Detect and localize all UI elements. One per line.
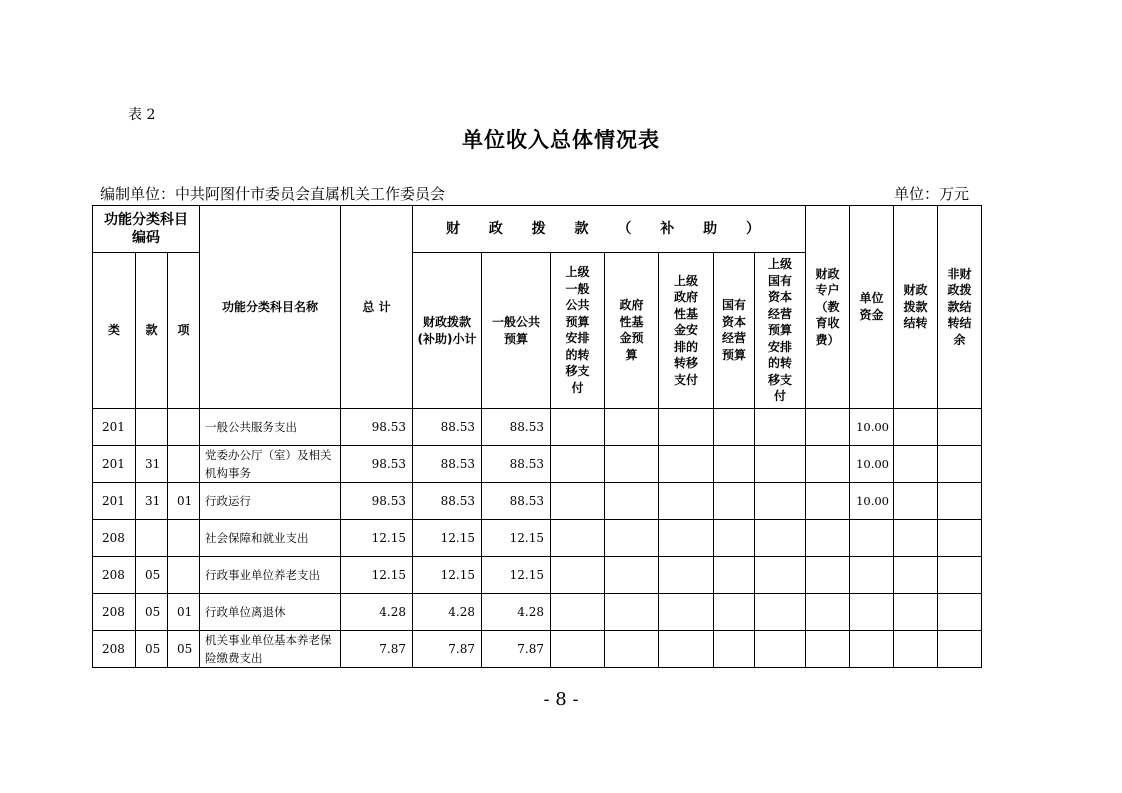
- cell-kuan: 05: [136, 594, 168, 631]
- cell-xiang: 01: [168, 483, 200, 520]
- table-label: 表 2: [128, 107, 156, 123]
- cell-unit-funds: 10.00: [850, 409, 894, 446]
- compiling-unit: 编制单位：中共阿图什市委员会直属机关工作委员会: [100, 185, 446, 203]
- cell-xiang: [168, 520, 200, 557]
- header-fiscal-allocation: 财 政 拨 款 （ 补 助 ）: [413, 206, 806, 253]
- header-special-account: 财政专户（教育收费）: [806, 206, 850, 409]
- cell-lei: 201: [93, 409, 136, 446]
- cell-general: 88.53: [482, 483, 551, 520]
- cell-subtotal: 7.87: [413, 631, 482, 668]
- cell-subtotal: 88.53: [413, 409, 482, 446]
- cell-unit-funds: [850, 520, 894, 557]
- cell-general: 88.53: [482, 409, 551, 446]
- cell-unit-funds: [850, 557, 894, 594]
- header-code-group: 功能分类科目编码: [93, 206, 200, 253]
- cell-total: 4.28: [341, 594, 413, 631]
- cell-lei: 201: [93, 446, 136, 483]
- cell-kuan: 05: [136, 631, 168, 668]
- cell-kuan: [136, 409, 168, 446]
- cell-name: 行政事业单位养老支出: [200, 557, 341, 594]
- cell-total: 12.15: [341, 557, 413, 594]
- cell-general: 12.15: [482, 520, 551, 557]
- cell-subtotal: 4.28: [413, 594, 482, 631]
- income-summary-table: [92, 205, 982, 668]
- cell-total: 98.53: [341, 446, 413, 483]
- cell-subtotal: 12.15: [413, 520, 482, 557]
- table-row: [93, 520, 982, 557]
- cell-kuan: 31: [136, 446, 168, 483]
- cell-lei: 208: [93, 631, 136, 668]
- header-upper-general-transfer: 上级一般公共预算安排的转移支付: [551, 253, 605, 409]
- table-row: [93, 594, 982, 631]
- cell-kuan: [136, 520, 168, 557]
- cell-lei: 208: [93, 520, 136, 557]
- cell-unit-funds: [850, 594, 894, 631]
- cell-name: 一般公共服务支出: [200, 409, 341, 446]
- page-title: 单位收入总体情况表: [462, 128, 660, 152]
- header-fund-budget: 政府性基金预算: [605, 253, 659, 409]
- page-number: - 8 -: [543, 689, 579, 710]
- cell-lei: 208: [93, 557, 136, 594]
- cell-name: 行政单位离退休: [200, 594, 341, 631]
- cell-general: 7.87: [482, 631, 551, 668]
- currency-unit: 单位：万元: [894, 185, 970, 203]
- table-row: [93, 483, 982, 520]
- cell-unit-funds: 10.00: [850, 446, 894, 483]
- cell-kuan: 05: [136, 557, 168, 594]
- table-row: [93, 557, 982, 594]
- cell-subtotal: 88.53: [413, 446, 482, 483]
- header-nonfiscal-carryover: 非财政拨款结转结余: [938, 206, 982, 409]
- header-general-budget: 一般公共预算: [482, 253, 551, 409]
- header-kuan: 款: [136, 253, 168, 409]
- cell-total: 98.53: [341, 409, 413, 446]
- header-state-capital-budget: 国有资本经营预算: [714, 253, 755, 409]
- cell-name: 党委办公厅（室）及相关机构事务: [200, 446, 341, 483]
- header-xiang: 项: [168, 253, 200, 409]
- cell-subtotal: 88.53: [413, 483, 482, 520]
- cell-kuan: 31: [136, 483, 168, 520]
- header-total: 总 计: [341, 206, 413, 409]
- header-unit-funds: 单位资金: [850, 206, 894, 409]
- cell-lei: 201: [93, 483, 136, 520]
- header-fiscal-subtotal: 财政拨款(补助)小计: [413, 253, 482, 409]
- cell-general: 12.15: [482, 557, 551, 594]
- cell-unit-funds: [850, 631, 894, 668]
- cell-unit-funds: 10.00: [850, 483, 894, 520]
- header-lei: 类: [93, 253, 136, 409]
- cell-total: 7.87: [341, 631, 413, 668]
- header-subject-name: 功能分类科目名称: [200, 206, 341, 409]
- cell-subtotal: 12.15: [413, 557, 482, 594]
- cell-total: 98.53: [341, 483, 413, 520]
- cell-name: 机关事业单位基本养老保险缴费支出: [200, 631, 341, 668]
- cell-general: 4.28: [482, 594, 551, 631]
- header-fiscal-carryover: 财政拨款结转: [894, 206, 938, 409]
- table-row: [93, 446, 982, 483]
- table-row: [93, 409, 982, 446]
- cell-xiang: 01: [168, 594, 200, 631]
- table-row: [93, 631, 982, 668]
- header-upper-state-capital-transfer: 上级国有资本经营预算安排的转移支付: [755, 253, 806, 409]
- cell-xiang: [168, 446, 200, 483]
- header-upper-fund-transfer: 上级政府性基金安排的转移支付: [659, 253, 714, 409]
- cell-total: 12.15: [341, 520, 413, 557]
- cell-xiang: [168, 409, 200, 446]
- cell-name: 行政运行: [200, 483, 341, 520]
- cell-lei: 208: [93, 594, 136, 631]
- cell-general: 88.53: [482, 446, 551, 483]
- cell-name: 社会保障和就业支出: [200, 520, 341, 557]
- cell-xiang: [168, 557, 200, 594]
- cell-xiang: 05: [168, 631, 200, 668]
